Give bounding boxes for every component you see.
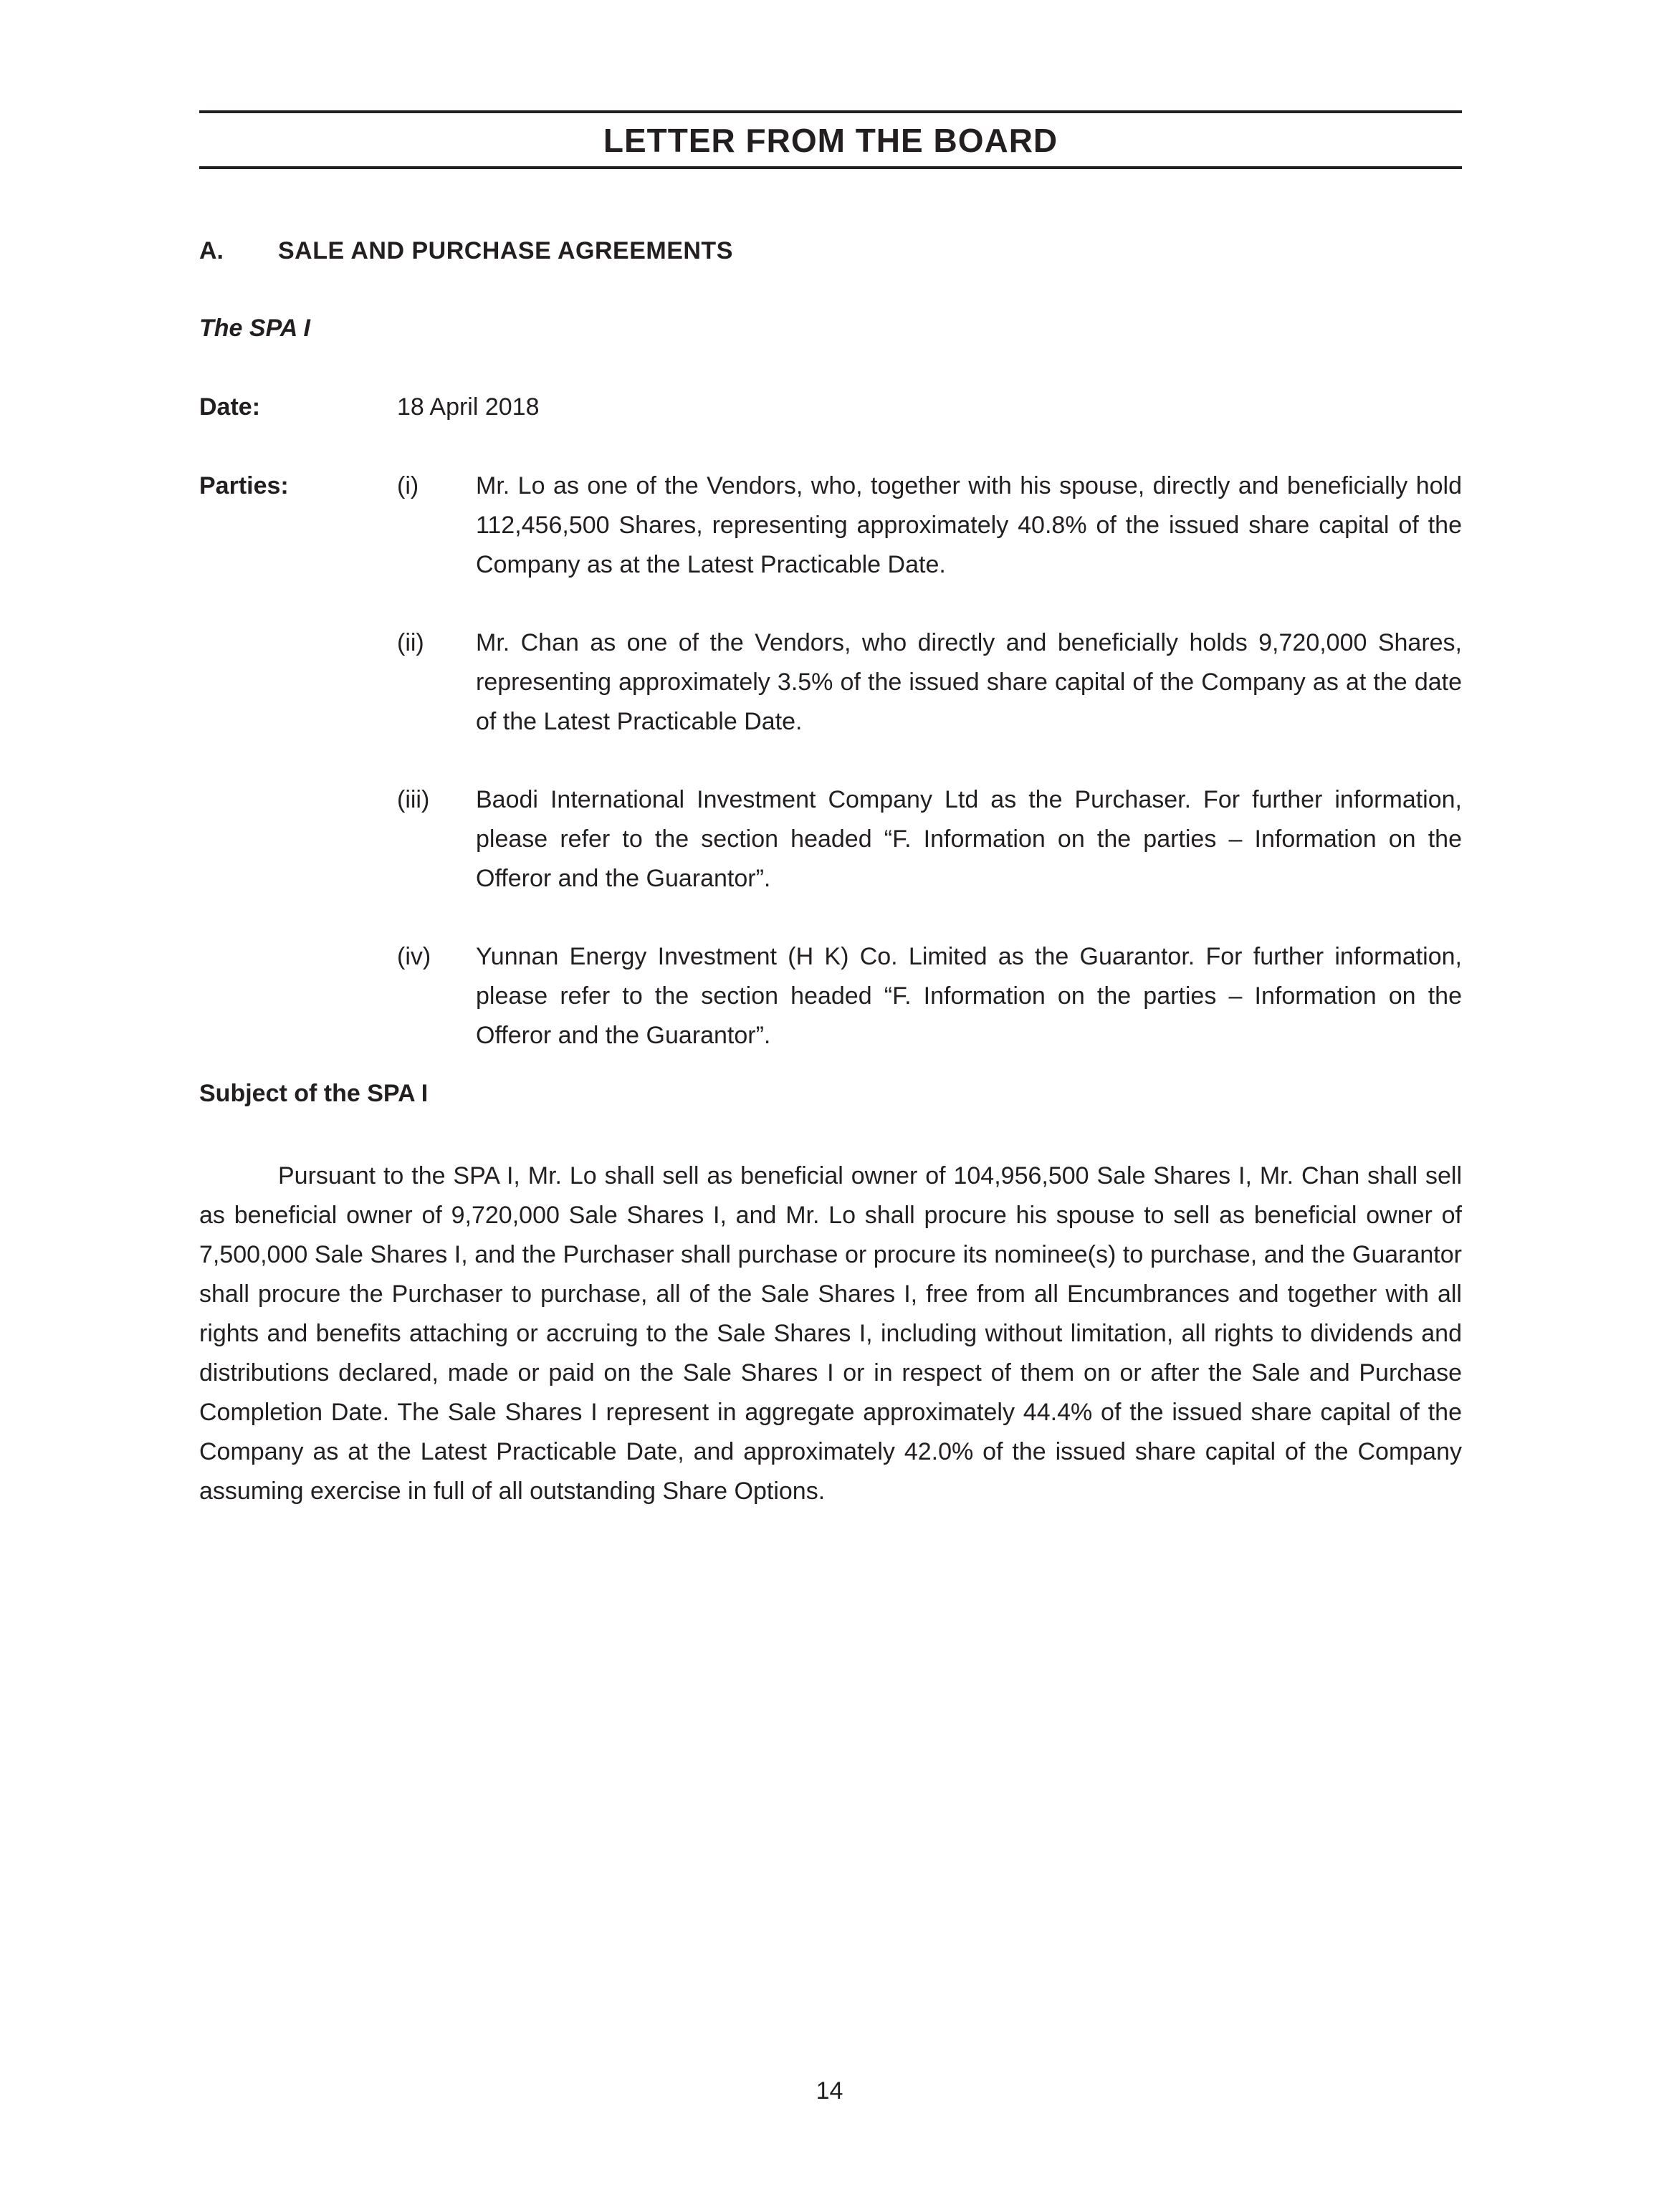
party-text: Mr. Lo as one of the Vendors, who, together with his spouse, directly and beneficially hold 112,456,500 Shares, representing approximately 40.8% of the issued share capital of the Company as at the Latest Practicable Date. — [476, 472, 1462, 578]
party-number: (iii) — [397, 786, 430, 813]
party-text: Baodi International Investment Company Ltd as the Purchaser. For further information, please refer to the section headed “F. Information on the parties – Information on the Offeror and the Guarantor”. — [476, 786, 1462, 892]
section-title: SALE AND PURCHASE AGREEMENTS — [278, 237, 733, 264]
party-text: Mr. Chan as one of the Vendors, who directly and beneficially holds 9,720,000 Shares, representing approximately 3.5% of the issued share capital of the Company as at the date of the Latest Practicable Date. — [476, 629, 1462, 735]
spa-heading: The SPA I — [199, 315, 310, 342]
party-number: (ii) — [397, 629, 424, 656]
section-number: A. — [199, 237, 224, 264]
subject-heading: Subject of the SPA I — [199, 1080, 429, 1107]
party-number: (i) — [397, 472, 419, 499]
page-header-title: LETTER FROM THE BOARD — [603, 122, 1058, 159]
party-text: Yunnan Energy Investment (H K) Co. Limited as the Guarantor. For further information, please refer to the section headed “F. Information on the parties – Information on the Offeror and the Guarantor”. — [476, 943, 1462, 1049]
page-number: 14 — [816, 2077, 843, 2105]
header-top-rule — [199, 110, 1462, 113]
date-value: 18 April 2018 — [397, 393, 540, 421]
parties-label: Parties: — [199, 472, 289, 499]
date-label: Date: — [199, 393, 261, 421]
subject-paragraph: Pursuant to the SPA I, Mr. Lo shall sell as beneficial owner of 104,956,500 Sale Shares I, Mr. Chan shall sell as beneficial owner of 9,720,000 Sale Shares I, and Mr. Lo shall procure his spouse to sell as beneficial owner of 7,500,000 Sale Shares I, and the Purchaser shall purchase or procure its nominee(s) to purchase, and the Guarantor shall procure the Purchaser to purchase, all of the Sale Shares I, free from all Encumbrances and together with all rights and benefits attaching or accruing to the Sale Shares I, including without limitation, all rights to dividends and distributions declared, made or paid on the Sale Shares I or in respect of them on or after the Sale and Purchase Completion Date. The Sale Shares I represent in aggregate approximately 44.4% of the issued share capital of the Company as at the Latest Practicable Date, and approximately 42.0% of the issued share capital of the Company assuming exercise in full of all outstanding Share Options. — [199, 1162, 1462, 1505]
party-number: (iv) — [397, 943, 431, 970]
header-bottom-rule — [199, 166, 1462, 169]
